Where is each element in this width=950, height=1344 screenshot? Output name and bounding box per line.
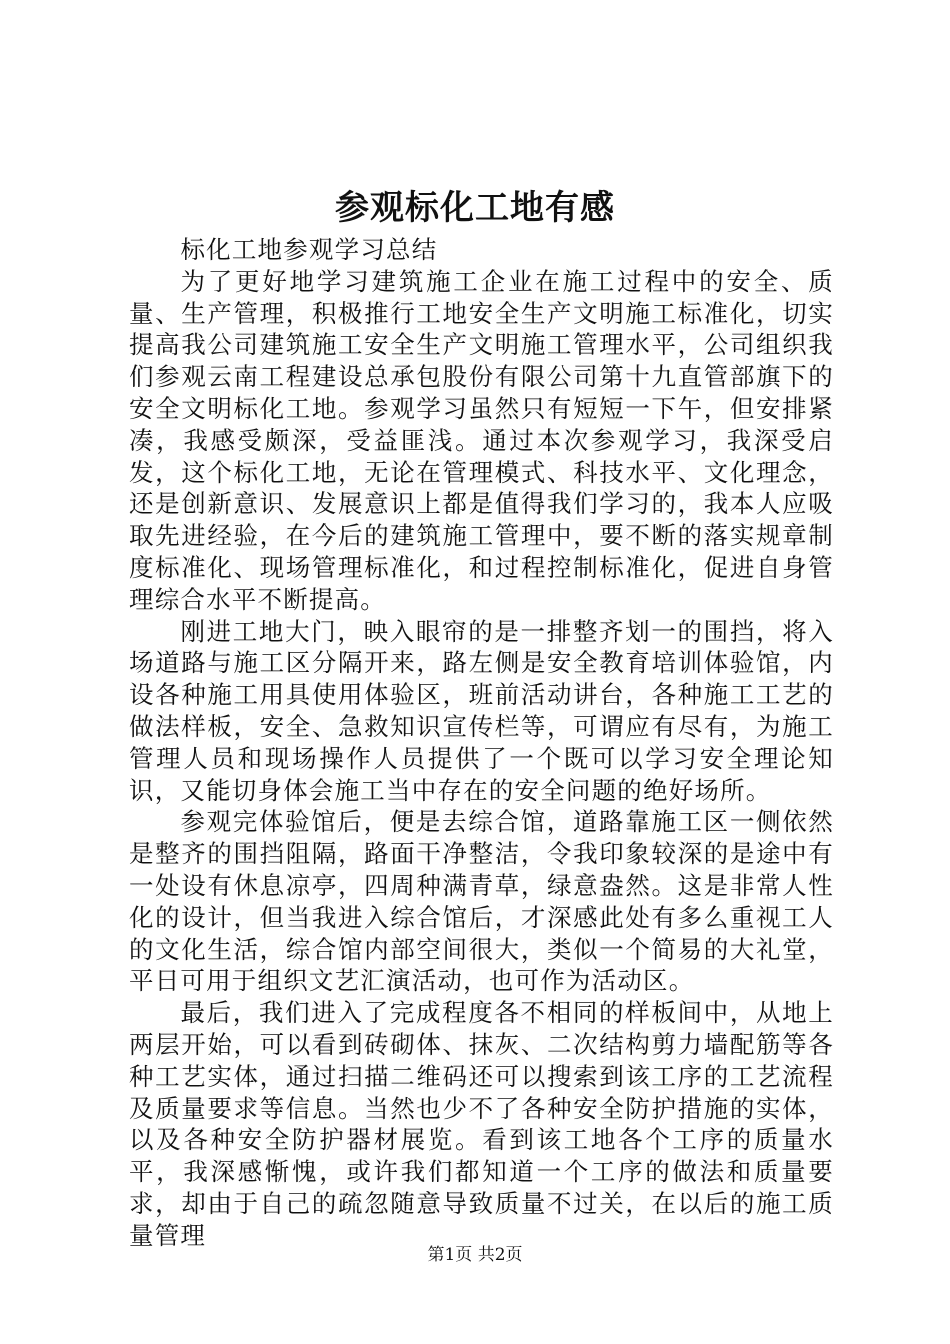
paragraph-1: 为了更好地学习建筑施工企业在施工过程中的安全、质量、生产管理，积极推行工地安全生产文明施工标准化，切实提高我公司建筑施工安全生产文明施工管理水平，公司组织我们参观云南工程建设总承包股份有限公司第十九直管部旗下的安全文明标化工地。参观学习虽然只有短短一下午，但安排紧凑，我感受颇深，受益匪浅。通过本次参观学习，我深受启发，这个标化工地，无论在管理模式、科技水平、文化理念，还是创新意识、发展意识上都是值得我们学习的，我本人应吸取先进经验，在今后的建筑施工管理中，要不断的落实规章制度标准化、现场管理标准化，和过程控制标准化，促进自身管理综合水平不断提高。: [129, 266, 834, 614]
paragraph-3: 参观完体验馆后，便是去综合馆，道路靠施工区一侧依然是整齐的围挡阻隔，路面干净整洁，令我印象较深的是途中有一处设有休息凉亭，四周种满青草，绿意盎然。这是非常人性化的设计，但当我进入综合馆后，才深感此处有多么重视工人的文化生活，综合馆内部空间很大，类似一个简易的大礼堂，平日可用于组织文艺汇演活动，也可作为活动区。: [129, 807, 834, 996]
document-body: [129, 234, 834, 1252]
page-footer: 第1页 共2页: [427, 1245, 523, 1265]
paragraph-4: 最后，我们进入了完成程度各不相同的样板间中，从地上两层开始，可以看到砖砌体、抹灰、二次结构剪力墙配筋等各种工艺实体，通过扫描二维码还可以搜索到该工序的工艺流程及质量要求等信息。当然也少不了各种安全防护措施的实体，以及各种安全防护器材展览。看到该工地各个工序的质量水平，我深感惭愧，或许我们都知道一个工序的做法和质量要求，却由于自己的疏忽随意导致质量不过关，在以后的施工质量管理: [129, 998, 834, 1250]
document-subtitle: 标化工地参观学习总结: [180, 235, 438, 264]
document-title: 参观标化工地有感: [335, 188, 615, 228]
paragraph-2: 刚进工地大门，映入眼帘的是一排整齐划一的围挡，将入场道路与施工区分隔开来，路左侧是安全教育培训体验馆，内设各种施工用具使用体验区，班前活动讲台，各种施工工艺的做法样板，安全、急救知识宣传栏等，可谓应有尽有，为施工管理人员和现场操作人员提供了一个既可以学习安全理论知识，又能切身体会施工当中存在的安全问题的绝好场所。: [129, 616, 834, 805]
